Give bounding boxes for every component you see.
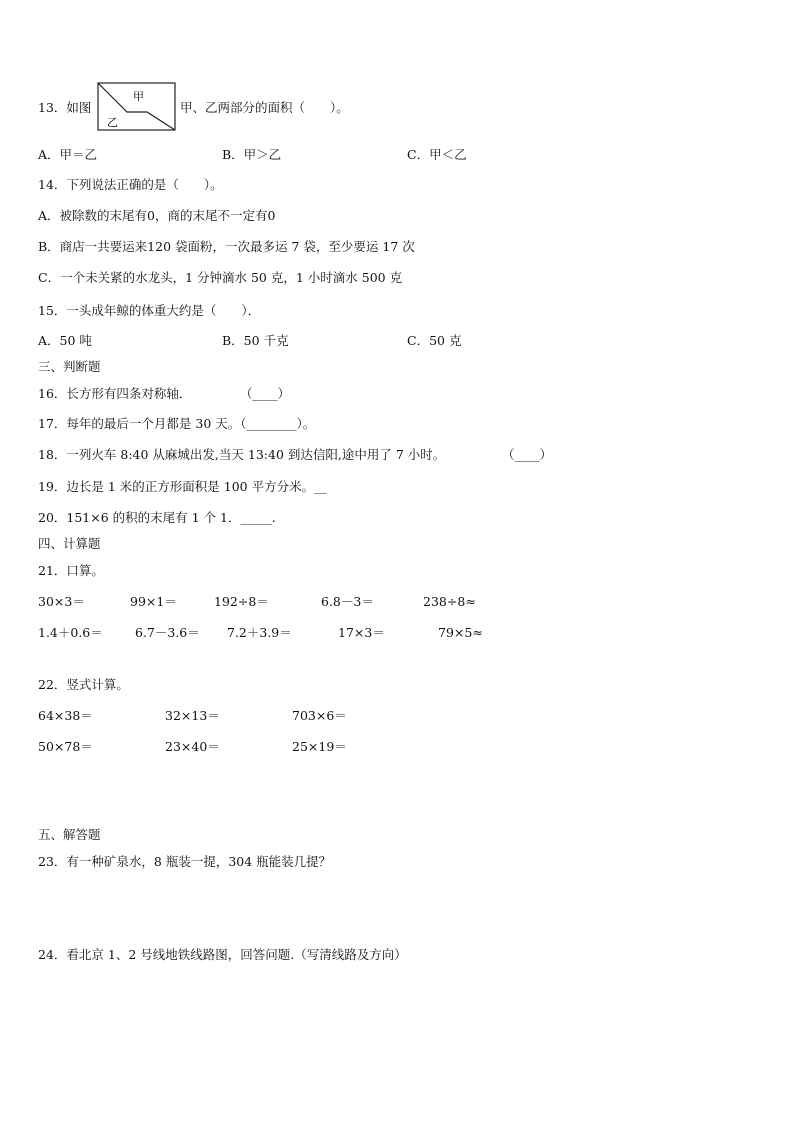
q23-text: 23．有一种矿泉水，8 瓶装一提，304 瓶能装几提？	[38, 854, 332, 869]
q24-text: 24．看北京 1、2 号线地铁线路图，回答问题.（写清线路及方向）	[38, 947, 407, 962]
q21-item: 6.8－3＝	[321, 594, 374, 609]
q15-option-b: B．50 千克	[222, 333, 289, 348]
q22-item: 25×19＝	[292, 739, 347, 754]
q21-stem: 21．口算。	[38, 563, 104, 578]
q21-item: 6.7－3.6＝	[135, 625, 200, 640]
q21-item: 17×3＝	[338, 625, 385, 640]
q14-option-c: C．一个未关紧的水龙头，1 分钟滴水 50 克，1 小时滴水 500 克	[38, 270, 403, 285]
q13-prefix: 13．如图	[38, 100, 92, 115]
q13-figure	[97, 82, 177, 132]
q15-option-c: C．50 克	[407, 333, 462, 348]
q22-item: 32×13＝	[165, 708, 220, 723]
q18-text: 18．一列火车 8:40 从麻城出发,当天 13:40 到达信阳,途中用了 7 小时。	[38, 447, 446, 462]
q22-item: 703×6＝	[292, 708, 347, 723]
q21-item: 79×5≈	[438, 625, 483, 640]
q19-text: 19．边长是 1 米的正方形面积是 100 平方分米。__	[38, 479, 327, 494]
q21-item: 99×1＝	[130, 594, 177, 609]
q15-stem: 15．一头成年鲸的体重大约是（ ）．	[38, 303, 261, 318]
q21-item: 7.2＋3.9＝	[227, 625, 292, 640]
q15-option-a: A．50 吨	[38, 333, 92, 348]
q16-blank: （____）	[240, 386, 291, 401]
q13-option-b: B．甲＞乙	[222, 147, 282, 162]
q21-item: 192÷8＝	[214, 594, 269, 609]
q22-item: 23×40＝	[165, 739, 220, 754]
q14-option-a: A．被除数的末尾有0，商的末尾不一定有0	[38, 208, 276, 223]
section-heading-judgement: 三、判断题	[38, 359, 101, 374]
q22-item: 64×38＝	[38, 708, 93, 723]
section-heading-answers: 五、解答题	[38, 827, 101, 842]
q21-item: 1.4＋0.6＝	[38, 625, 103, 640]
q21-item: 238÷8≈	[423, 594, 476, 609]
q14-option-b: B．商店一共要运来120 袋面粉，一次最多运 7 袋，至少要运 17 次	[38, 239, 415, 254]
q13-option-a: A．甲＝乙	[38, 147, 98, 162]
q14-stem: 14．下列说法正确的是（ ）。	[38, 177, 223, 192]
q17-text: 17．每年的最后一个月都是 30 天。（________）。	[38, 416, 316, 431]
q18-blank: （____）	[502, 447, 553, 462]
figure-label-jia: 甲	[133, 90, 144, 103]
q21-item: 30×3＝	[38, 594, 85, 609]
q22-item: 50×78＝	[38, 739, 93, 754]
q22-stem: 22．竖式计算。	[38, 677, 129, 692]
q20-text: 20．151×6 的积的末尾有 1 个 1．_____.	[38, 510, 276, 525]
figure-label-yi: 乙	[107, 116, 118, 129]
q16-text: 16．长方形有四条对称轴．	[38, 386, 192, 401]
q13-option-c: C．甲＜乙	[407, 147, 467, 162]
q13-suffix: 甲、乙两部分的面积（ ）。	[180, 100, 349, 115]
section-heading-calculation: 四、计算题	[38, 536, 101, 551]
